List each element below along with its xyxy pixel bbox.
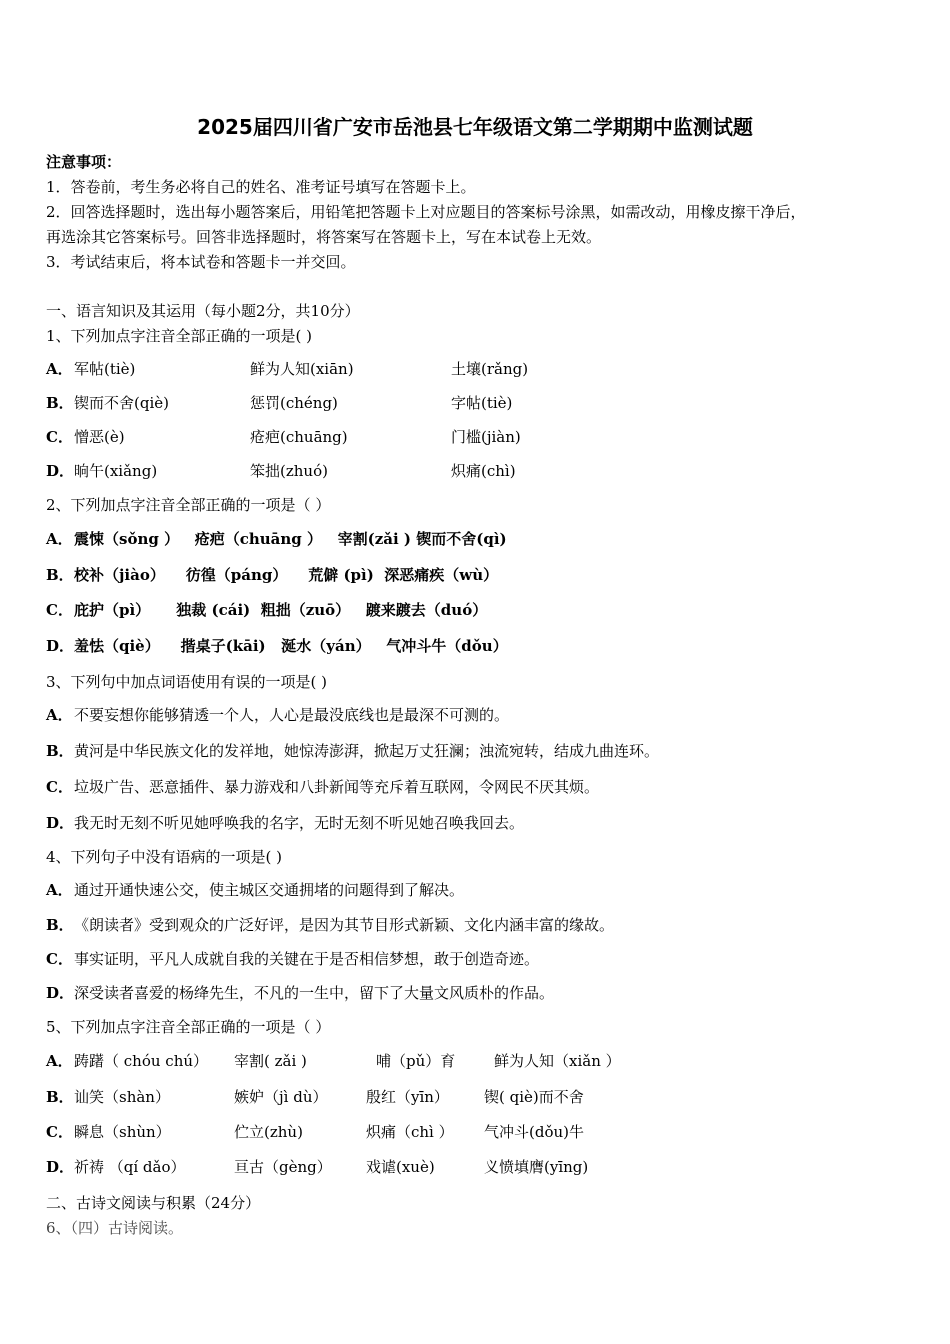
option-text: 不要妄想你能够猜透一个人，人心是最没底线也是最深不可测的。 [74,706,510,724]
option-text: 垃圾广告、恶意插件、暴力游戏和八卦新闻等充斥着互联网，令网民不厌其烦。 [74,778,600,796]
option-label: A． [46,360,73,378]
option-label: B． [46,1088,74,1106]
option-col-4: 气冲斗(dǒu)牛 [484,1123,584,1141]
q2-option-b [46,565,498,585]
q2-option-c [46,600,487,620]
option-col-3: 土壤(rǎng) [451,360,529,378]
option-label: C． [46,428,73,446]
q1-option-a [46,359,926,379]
option-label: A． [46,1052,73,1070]
q5-option-a [46,1051,926,1071]
option-col-3: 戏谑(xuè) [366,1158,435,1176]
option-col-2: 嫉妒（jì dù） [234,1088,328,1106]
q6-stem: 6、（四）古诗阅读。 [46,1219,184,1237]
section1-heading: 一、语言知识及其运用（每小题2分，共10分） [46,302,360,320]
notice-item-2: 2．回答选择题时，选出每小题答案后，用铅笔把答题卡上对应题目的答案标号涂黑，如需改动，用橡皮擦干净后， [46,203,806,221]
q3-option-c [46,777,599,797]
q1-option-d [46,461,926,481]
q4-option-c [46,949,539,969]
q3-option-b [46,741,659,761]
q5-option-b [46,1087,926,1107]
option-text: 震悚（sǒng ） 疮疤（chuāng ） 宰割(zǎi ) 锲而不舍(qì) [74,530,507,548]
option-col-1: 锲而不舍(qiè) [74,394,169,412]
option-col-3: 炽痛（chì ） [366,1123,454,1141]
q2-stem: 2、下列加点字注音全部正确的一项是（ ） [46,496,331,514]
option-col-4: 鲜为人知（xiǎn ） [494,1052,621,1070]
option-text: 庇护（pì） 独裁 (cái) 粗拙（zuō） 踱来踱去（duó） [74,601,488,619]
option-col-2: 伫立(zhù) [234,1123,303,1141]
option-label: B． [46,742,74,760]
q3-option-a [46,705,509,725]
q2-option-d [46,636,508,656]
q4-option-d [46,983,554,1003]
notice-heading: 注意事项： [46,153,122,171]
option-label: A． [46,706,73,724]
option-label: D． [46,637,75,655]
q4-option-a [46,880,464,900]
option-label: D． [46,814,75,832]
notice-item-1: 1．答卷前，考生务必将自己的姓名、准考证号填写在答题卡上。 [46,178,476,196]
option-text: 深受读者喜爱的杨绛先生，不凡的一生中，留下了大量文风质朴的作品。 [74,984,555,1002]
option-col-4: 锲( qiè)而不舍 [484,1088,584,1106]
option-label: A． [46,530,73,548]
option-text: 通过开通快速公交，使主城区交通拥堵的问题得到了解决。 [74,881,465,899]
option-text: 校补（jiào） 彷徨（páng） 荒僻 (pì) 深恶痛疾（wù） [74,566,499,584]
option-text: 羞怯（qiè） 揩桌子(kāi) 涎水（yán） 气冲斗牛（dǒu） [74,637,508,655]
option-col-1: 踌躇（ chóu chú） [74,1052,209,1070]
q1-option-c [46,427,926,447]
q2-option-a [46,529,507,549]
option-col-4: 义愤填膺(yīng) [484,1158,589,1176]
notice-item-3: 3．考试结束后，将本试卷和答题卡一并交回。 [46,253,356,271]
option-text: 事实证明，平凡人成就自我的关键在于是否相信梦想，敢于创造奇迹。 [74,950,540,968]
option-label: B． [46,916,74,934]
option-col-1: 祈祷 （qí dǎo） [74,1158,186,1176]
option-col-1: 憎恶(è) [74,428,125,446]
option-col-3: 字帖(tiè) [451,394,513,412]
option-col-2: 亘古（gèng） [234,1158,332,1176]
option-col-1: 讪笑（shàn） [74,1088,170,1106]
option-col-3: 门槛(jiàn) [451,428,521,446]
q1-option-b [46,393,926,413]
option-label: A． [46,881,73,899]
option-col-2: 鲜为人知(xiān) [250,360,354,378]
option-col-1: 晌午(xiǎng) [74,462,158,480]
option-text: 《朗读者》受到观众的广泛好评，是因为其节目形式新颖、文化内涵丰富的缘故。 [74,916,615,934]
q5-option-c [46,1122,926,1142]
option-col-1: 瞬息（shùn） [74,1123,171,1141]
option-col-2: 笨拙(zhuó) [250,462,328,480]
option-label: D． [46,462,75,480]
option-col-1: 军帖(tiè) [74,360,136,378]
q4-stem: 4、下列句子中没有语病的一项是( ) [46,848,283,866]
option-text: 黄河是中华民族文化的发祥地，她惊涛澎湃，掀起万丈狂澜；浊流宛转，结成九曲连环。 [74,742,660,760]
option-label: B． [46,566,74,584]
page-title: 2025届四川省广安市岳池县七年级语文第二学期期中监测试题 [197,115,753,139]
q5-stem: 5、下列加点字注音全部正确的一项是（ ） [46,1018,331,1036]
option-label: C． [46,778,73,796]
option-col-2: 惩罚(chéng) [250,394,338,412]
option-col-3: 殷红（yīn） [366,1088,449,1106]
option-text: 我无时无刻不听见她呼唤我的名字，无时无刻不听见她召唤我回去。 [74,814,525,832]
q4-option-b [46,915,614,935]
option-label: D． [46,984,75,1002]
option-col-3: 哺（pǔ）育 [376,1052,456,1070]
q1-stem: 1、下列加点字注音全部正确的一项是( ) [46,327,313,345]
notice-item-2-cont: 再选涂其它答案标号。回答非选择题时，将答案写在答题卡上，写在本试卷上无效。 [46,228,602,246]
q5-option-d [46,1157,926,1177]
option-label: D． [46,1158,75,1176]
option-col-2: 疮疤(chuāng) [250,428,348,446]
q3-stem: 3、下列句中加点词语使用有误的一项是( ) [46,673,328,691]
option-col-2: 宰割( zǎi ) [234,1052,307,1070]
option-label: C． [46,601,73,619]
option-label: B． [46,394,74,412]
q3-option-d [46,813,524,833]
option-label: C． [46,950,73,968]
option-col-3: 炽痛(chì) [451,462,516,480]
section2-heading: 二、古诗文阅读与积累（24分） [46,1194,261,1212]
option-label: C． [46,1123,73,1141]
